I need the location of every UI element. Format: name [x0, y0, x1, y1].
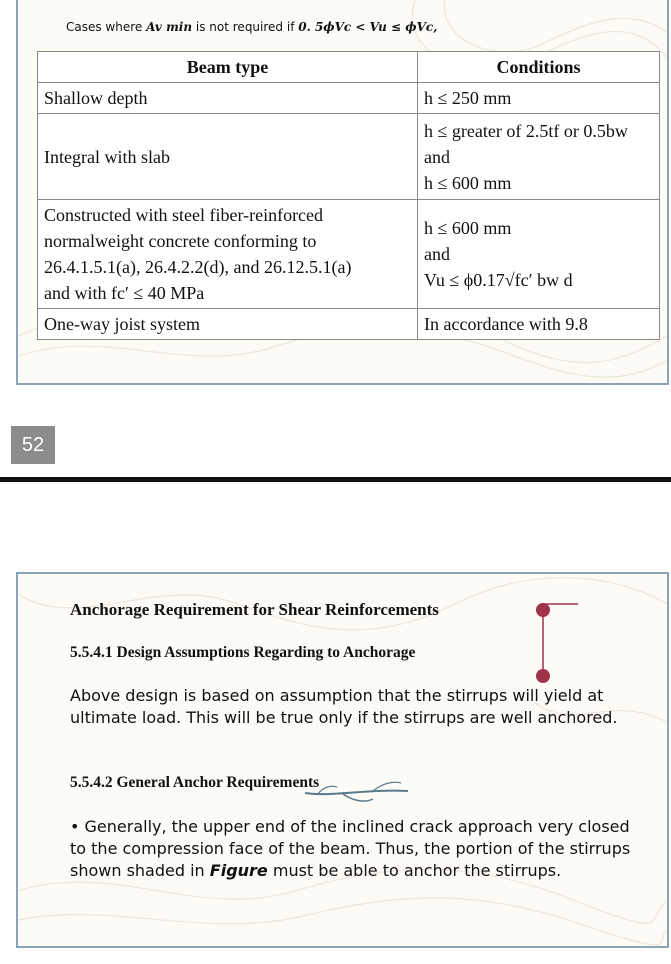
subsection-heading-5-5-4-1: 5.5.4.1 Design Assumptions Regarding to Anchorage — [70, 644, 416, 661]
condition-line: h ≤ 250 mm — [424, 88, 512, 108]
condition-line: and — [424, 146, 450, 167]
conditions-cell — [418, 83, 660, 114]
beam-type-cell — [38, 200, 418, 309]
condition-line: h ≤ 600 mm — [424, 218, 512, 238]
condition-line: h ≤ 600 mm — [424, 172, 512, 193]
beam-type-line: normalweight concrete conforming to — [44, 231, 317, 251]
page-number-badge: 52 — [11, 426, 55, 464]
shear-condition: 0. 5ϕVc < Vu ≤ ϕVc, — [298, 20, 438, 34]
beam-type-line: Shallow depth — [44, 88, 148, 108]
beam-type-line: and with fc′ ≤ 40 MPa — [44, 283, 205, 303]
beam-type-line: Constructed with steel fiber-reinforced — [44, 205, 324, 225]
bottom-slide — [16, 572, 669, 948]
table-row — [38, 309, 660, 340]
subsection-heading-5-5-4-2: 5.5.4.2 General Anchor Requirements — [70, 774, 320, 791]
beam-type-line: Integral with slab — [44, 146, 170, 167]
anchor-requirements-paragraph: • Generally, the upper end of the inclined crack approach very closed to the compression face of the beam. Thus, the portion of the stirrups shown shaded in Figure must be able to anchor the stirrups. — [70, 817, 631, 880]
condition-line: Vu ≤ ϕ0.17√fc′ bw d — [424, 270, 573, 290]
table-caption: Cases where Av min is not required if 0. 5ϕVc < Vu ≤ ϕVc, — [66, 20, 438, 34]
beam-type-line: 26.4.1.5.1(a), 26.4.2.2(d), and 26.12.5.1(a) — [44, 257, 352, 277]
beam-type-line: One-way joist system — [44, 314, 200, 334]
table-row — [38, 83, 660, 114]
cases-table — [37, 51, 660, 340]
top-slide — [16, 0, 669, 385]
table-header-row — [38, 52, 660, 83]
beam-type-cell — [38, 114, 418, 200]
section-title: Anchorage Requirement for Shear Reinforcements — [70, 600, 439, 619]
condition-line: h ≤ greater of 2.5tf or 0.5bw — [424, 120, 628, 141]
table-row — [38, 200, 660, 309]
table-row — [38, 114, 660, 200]
av-min-symbol: Av min — [146, 20, 193, 34]
design-assumption-paragraph: Above design is based on assumption that the stirrups will yield at ultimate load. This will be true only if the stirrups are well anchored. — [70, 686, 618, 727]
header-conditions: Conditions — [418, 52, 660, 83]
figure-reference: Figure — [209, 861, 268, 880]
condition-line: In accordance with 9.8 — [424, 314, 588, 334]
header-beam-type: Beam type — [38, 52, 418, 83]
conditions-cell — [418, 114, 660, 200]
conditions-cell — [418, 200, 660, 309]
beam-type-cell — [38, 83, 418, 114]
conditions-cell — [418, 309, 660, 340]
condition-line: and — [424, 244, 450, 264]
branch-decoration-icon — [303, 779, 413, 805]
page-divider — [0, 477, 671, 482]
pin-decoration-icon — [533, 594, 583, 684]
beam-type-cell — [38, 309, 418, 340]
